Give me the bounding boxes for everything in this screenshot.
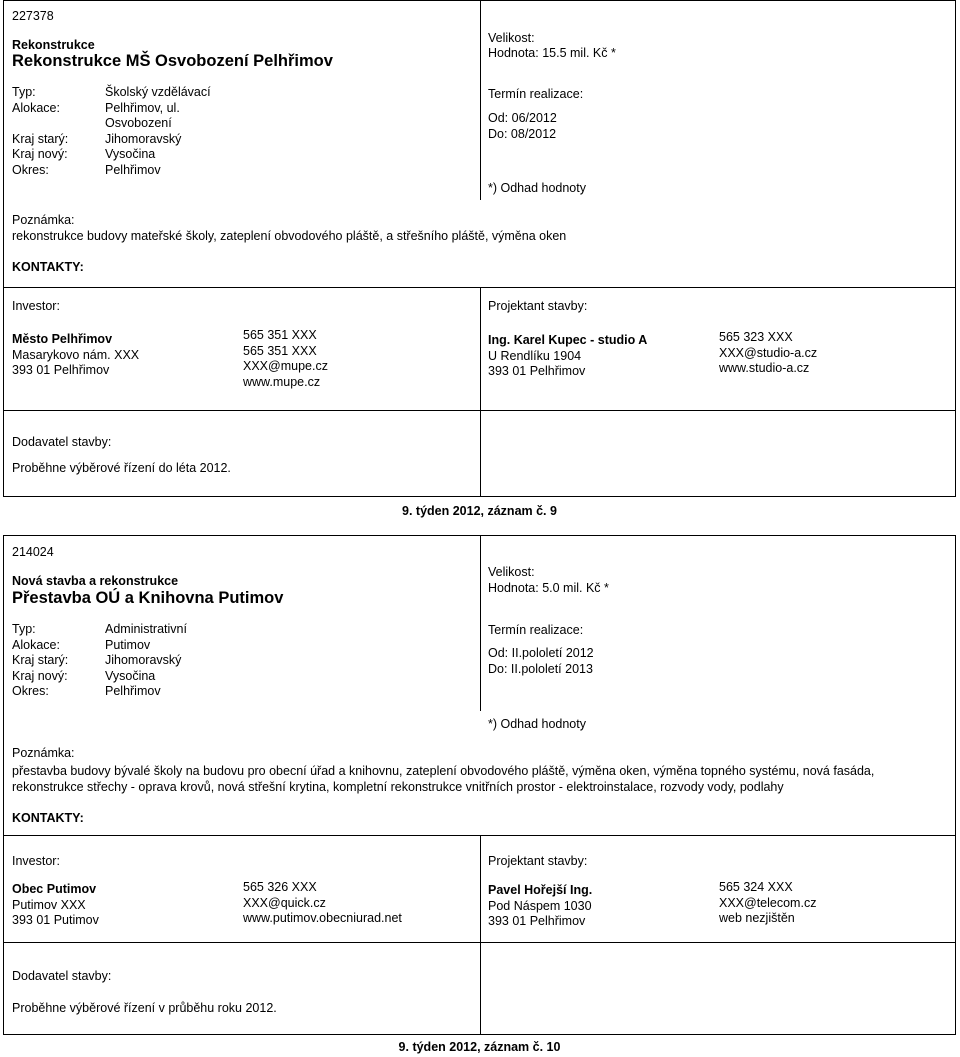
value-hodnota: Hodnota: 5.0 mil. Kč * <box>488 581 609 595</box>
projektant-name: Pavel Hořejší Ing. <box>488 883 593 897</box>
investor-address-2: 393 01 Putimov <box>12 913 99 927</box>
column-divider <box>480 0 481 200</box>
label-projektant: Projektant stavby: <box>488 299 588 313</box>
label-poznamka: Poznámka: <box>12 213 75 227</box>
label-investor: Investor: <box>12 299 60 313</box>
value-od: Od: II.pololetí 2012 <box>488 646 594 660</box>
poznamka-text: rekonstrukce budovy mateřské školy, zateplení obvodového pláště, a střešního pláště, výměna oken <box>12 229 567 243</box>
label-projektant: Projektant stavby: <box>488 854 588 868</box>
projektant-contacts <box>719 880 816 927</box>
label-kontakty: KONTAKTY: <box>12 811 84 825</box>
record-id: 214024 <box>12 545 54 559</box>
record-id: 227378 <box>12 9 54 23</box>
projektant-address-1: U Rendlíku 1904 <box>488 348 582 363</box>
projektant-phone: 565 324 XXX <box>719 880 793 894</box>
label-okres: Okres: <box>12 684 49 698</box>
value-alokace-1: Pelhřimov, ul. <box>105 100 180 115</box>
column-divider <box>480 535 481 711</box>
investor-web: www.mupe.cz <box>243 374 321 389</box>
projektant-name: Ing. Karel Kupec - studio A <box>488 333 648 347</box>
label-dodavatel: Dodavatel stavby: <box>12 435 112 449</box>
value-do: Do: 08/2012 <box>488 127 557 141</box>
label-kraj-novy: Kraj nový: <box>12 147 68 161</box>
value-kraj-stary: Jihomoravský <box>105 131 182 146</box>
label-okres: Okres: <box>12 162 49 177</box>
record-footer: 9. týden 2012, záznam č. 9 <box>402 504 557 518</box>
label-typ: Typ: <box>12 622 36 636</box>
investor-web: www.putimov.obecniurad.net <box>243 911 402 925</box>
projektant-address-2: 393 01 Pelhřimov <box>488 914 586 928</box>
dodavatel-box <box>3 410 481 497</box>
label-investor: Investor: <box>12 854 60 868</box>
record-category: Rekonstrukce <box>12 38 95 52</box>
record-214024 <box>3 535 956 1057</box>
value-alokace-2: Osvobození <box>105 116 172 130</box>
value-kraj-novy: Vysočina <box>105 147 156 161</box>
investor-email: XXX@mupe.cz <box>243 359 328 373</box>
projektant-email: XXX@telecom.cz <box>719 895 817 910</box>
value-typ: Administrativní <box>105 622 187 636</box>
value-kraj-stary: Jihomoravský <box>105 653 182 667</box>
investor-address-1: Putimov XXX <box>12 897 86 912</box>
label-kontakty: KONTAKTY: <box>12 260 84 274</box>
dodavatel-box <box>3 942 481 1035</box>
projektant-phone: 565 323 XXX <box>719 330 793 344</box>
investor-name: Město Pelhřimov <box>12 332 113 346</box>
investor-address-1: Masarykovo nám. XXX <box>12 347 140 362</box>
investor-contacts <box>243 328 328 390</box>
investor-phone: 565 326 XXX <box>243 880 317 894</box>
poznamka-line-2: rekonstrukce střechy - oprava krovů, nová střešní krytina, kompletní rekonstrukce vnitřních prostor - elektroinstalace, rozvody vody, podlahy <box>12 780 784 794</box>
label-kraj-novy: Kraj nový: <box>12 668 68 683</box>
projektant-contacts <box>719 330 817 377</box>
label-termin: Termín realizace: <box>488 87 584 101</box>
investor-email: XXX@quick.cz <box>243 895 326 910</box>
investor-address-2: 393 01 Pelhřimov <box>12 363 110 377</box>
record-227378 <box>3 0 956 520</box>
projektant-email: XXX@studio-a.cz <box>719 345 818 360</box>
projektant-web: web nezjištěn <box>719 911 795 925</box>
investor-details <box>12 882 99 929</box>
projektant-details <box>488 883 592 930</box>
projektant-web: www.studio-a.cz <box>719 361 810 375</box>
record-title: Přestavba OÚ a Knihovna Putimov <box>12 589 284 607</box>
investor-contacts <box>243 880 402 927</box>
value-hodnota: Hodnota: 15.5 mil. Kč * <box>488 46 616 60</box>
value-typ: Školský vzdělávací <box>105 85 211 99</box>
label-dodavatel: Dodavatel stavby: <box>12 969 112 983</box>
label-poznamka: Poznámka: <box>12 746 75 760</box>
record-title: Rekonstrukce MŠ Osvobození Pelhřimov <box>12 52 333 70</box>
odhad-note: *) Odhad hodnoty <box>488 181 586 195</box>
record-attribute-labels <box>12 85 68 178</box>
poznamka-line-1: přestavba budovy bývalé školy na budovu pro obecní úřad a knihovnu, zateplení obvodového pláště, výměna oken, výměna topného systému, nová fasáda, <box>12 764 875 778</box>
label-termin: Termín realizace: <box>488 623 584 637</box>
label-velikost: Velikost: <box>488 565 535 579</box>
dodavatel-text: Proběhne výběrové řízení do léta 2012. <box>12 461 231 475</box>
value-okres: Pelhřimov <box>105 162 161 177</box>
projektant-details <box>488 333 647 380</box>
label-alokace: Alokace: <box>12 637 60 652</box>
investor-phone-2: 565 351 XXX <box>243 343 317 358</box>
odhad-note: *) Odhad hodnoty <box>488 717 586 731</box>
value-okres: Pelhřimov <box>105 684 161 698</box>
value-do: Do: II.pololetí 2013 <box>488 662 593 676</box>
record-category: Nová stavba a rekonstrukce <box>12 574 179 588</box>
value-od: Od: 06/2012 <box>488 111 557 125</box>
record-attribute-labels <box>12 622 68 700</box>
projektant-address-1: Pod Náspem 1030 <box>488 898 592 913</box>
label-kraj-stary: Kraj starý: <box>12 653 69 667</box>
projektant-address-2: 393 01 Pelhřimov <box>488 364 586 378</box>
dodavatel-text: Proběhne výběrové řízení v průběhu roku 2012. <box>12 1001 277 1015</box>
label-kraj-stary: Kraj starý: <box>12 131 69 146</box>
label-velikost: Velikost: <box>488 31 535 45</box>
investor-name: Obec Putimov <box>12 882 97 896</box>
record-attribute-values <box>105 85 211 178</box>
value-alokace: Putimov <box>105 637 151 652</box>
record-footer: 9. týden 2012, záznam č. 10 <box>398 1040 561 1054</box>
investor-details <box>12 332 139 379</box>
label-alokace: Alokace: <box>12 100 60 115</box>
investor-phone-1: 565 351 XXX <box>243 328 317 342</box>
value-kraj-novy: Vysočina <box>105 668 156 683</box>
record-attribute-values <box>105 622 187 700</box>
label-typ: Typ: <box>12 85 36 99</box>
